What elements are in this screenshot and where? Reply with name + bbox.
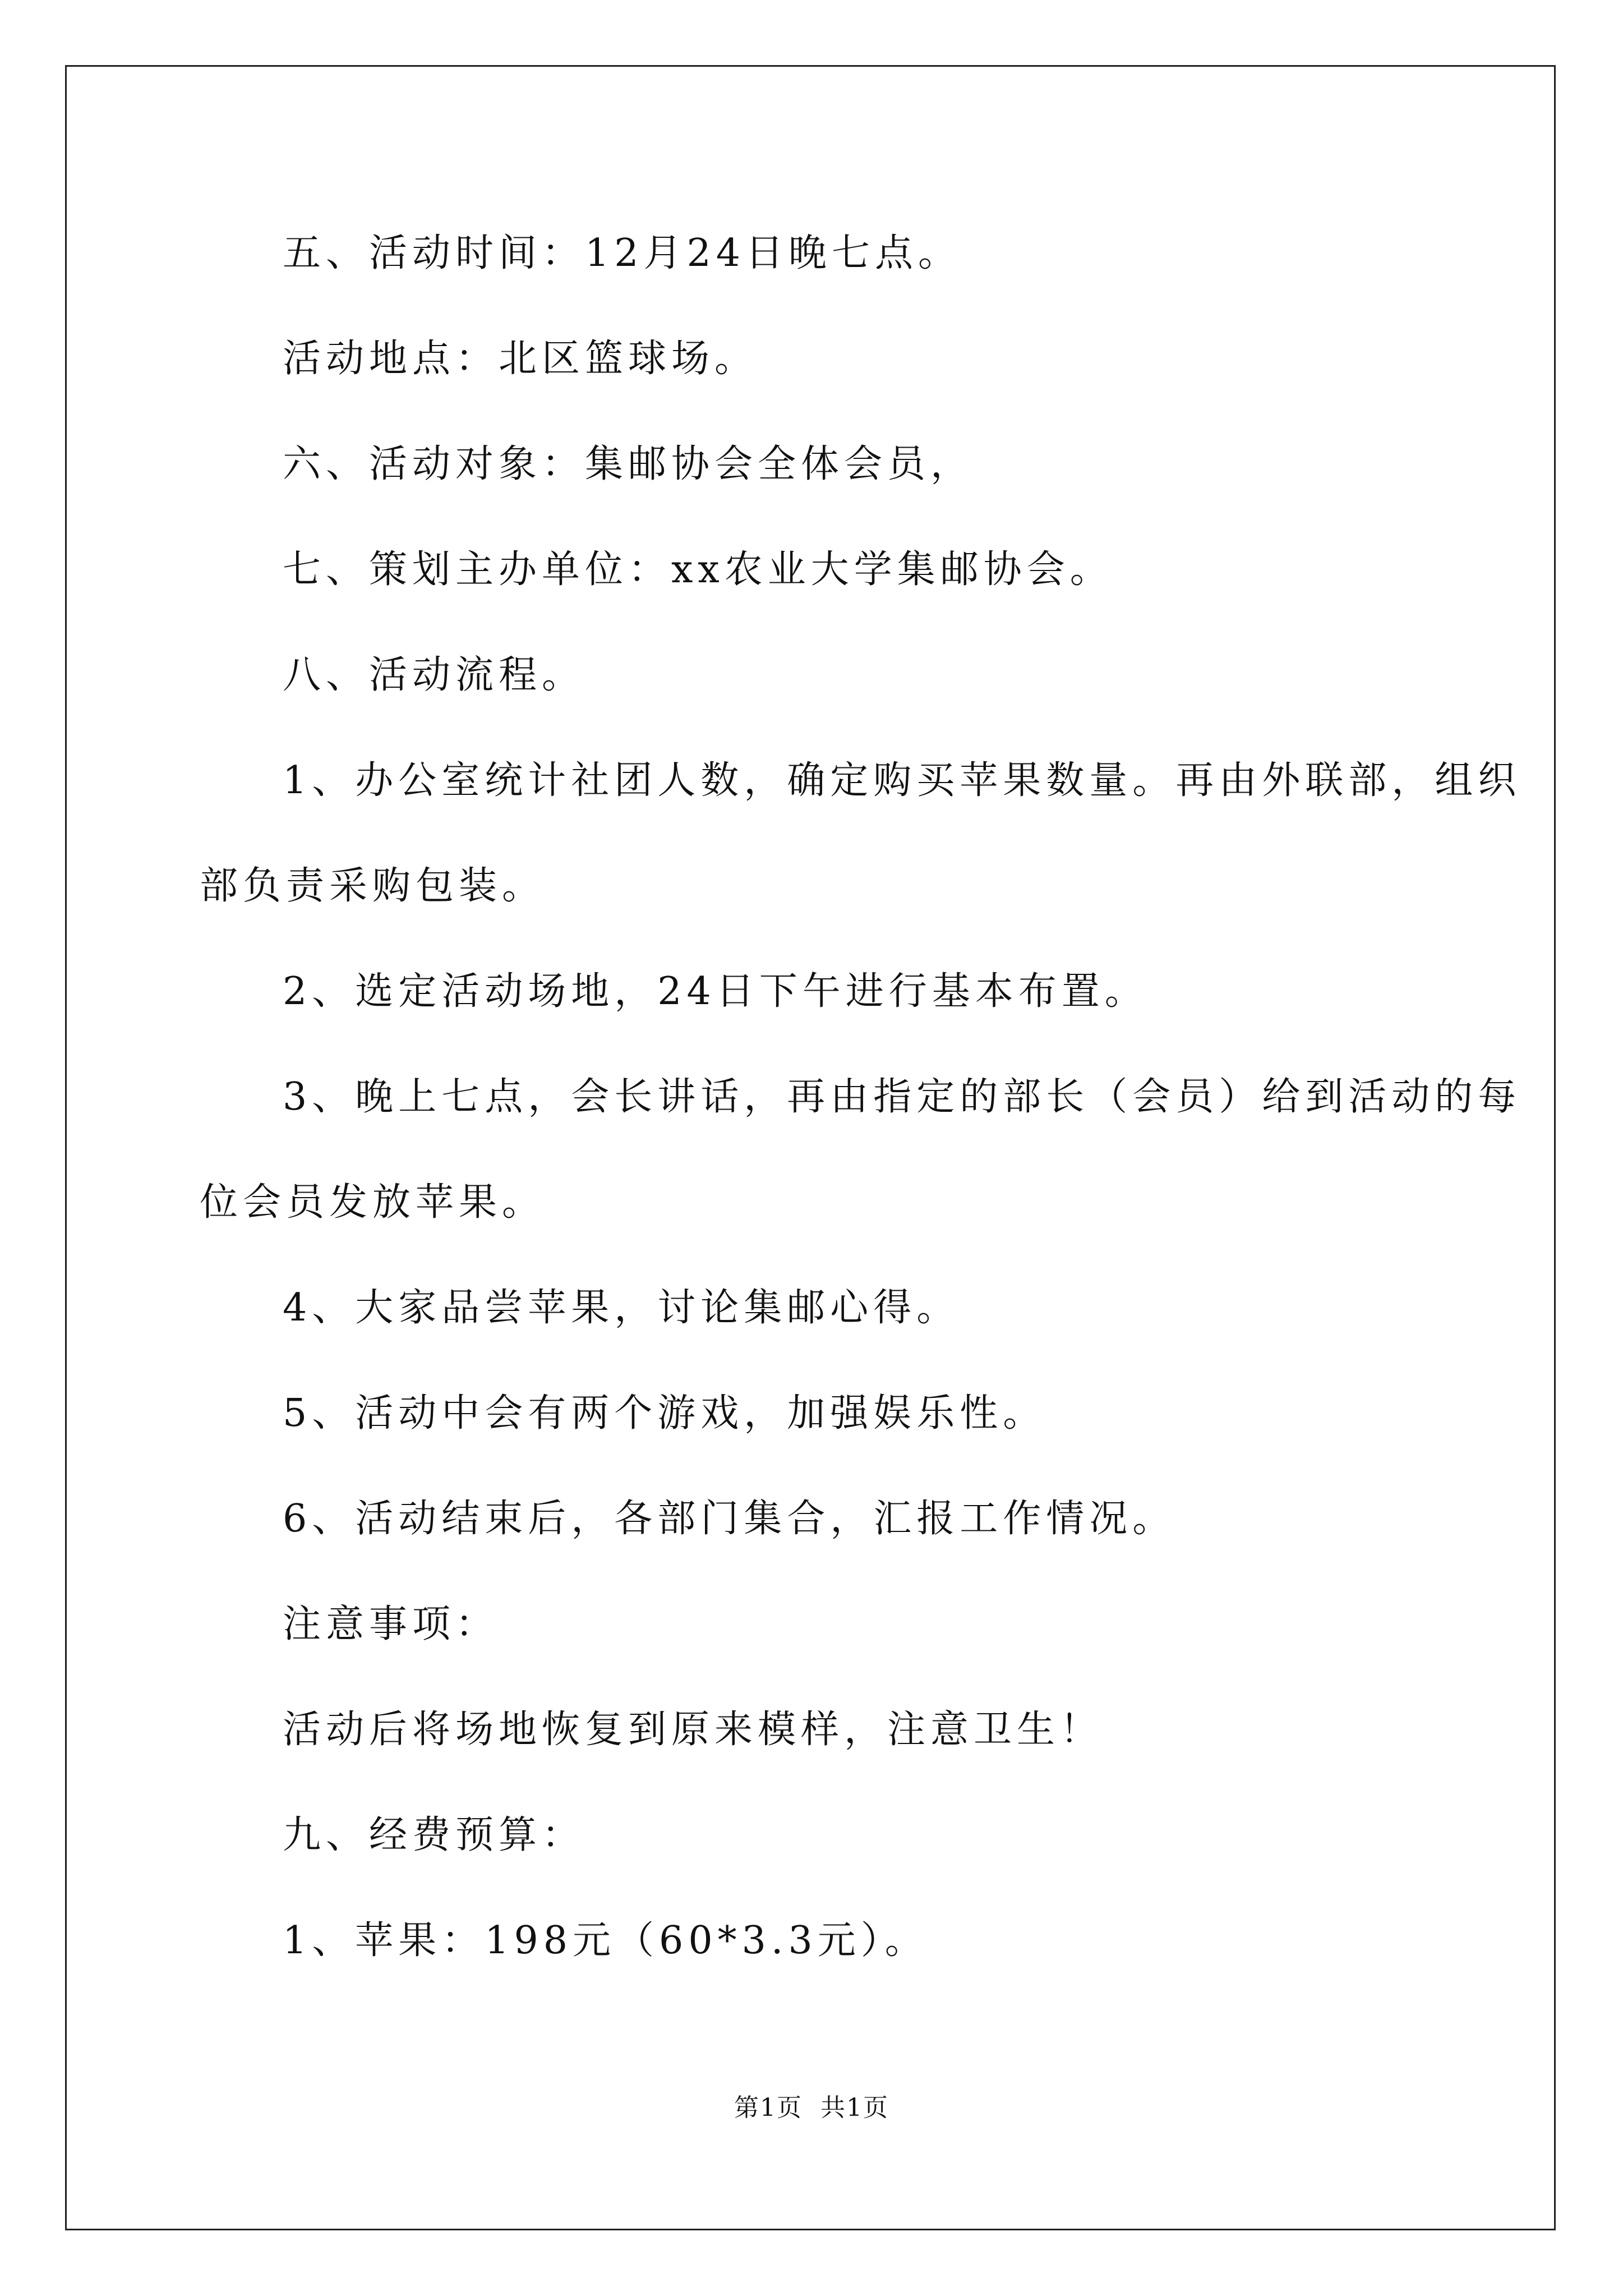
text-line: 注意事项： <box>283 1602 499 1646</box>
text-line: 活动地点：北区篮球场。 <box>283 337 758 381</box>
page-border <box>65 65 1556 2230</box>
text-line: 活动后将场地恢复到原来模样，注意卫生！ <box>283 1708 1104 1752</box>
text-line: 位会员发放苹果。 <box>200 1180 546 1225</box>
text-line: 部负责采购包装。 <box>200 864 546 908</box>
text-line: 七、策划主办单位：xx农业大学集邮协会。 <box>283 547 1113 592</box>
text-line: 八、活动流程。 <box>283 653 585 697</box>
text-line: 六、活动对象：集邮协会全体会员， <box>283 442 974 486</box>
page-footer: 第1页 共1页 <box>734 2093 889 2122</box>
text-line: 4、大家品尝苹果，讨论集邮心得。 <box>283 1286 960 1330</box>
text-line: 1、办公室统计社团人数，确定购买苹果数量。再由外联部，组织 <box>283 758 1521 803</box>
text-line: 5、活动中会有两个游戏，加强娱乐性。 <box>283 1391 1046 1435</box>
text-line: 五、活动时间：12月24日晚七点。 <box>283 231 962 275</box>
text-line: 3、晚上七点，会长讲话，再由指定的部长（会员）给到活动的每 <box>283 1075 1521 1119</box>
text-line: 2、选定活动场地，24日下午进行基本布置。 <box>283 969 1148 1014</box>
text-line: 6、活动结束后，各部门集合，汇报工作情况。 <box>283 1497 1176 1541</box>
text-line: 九、经费预算： <box>283 1813 585 1857</box>
text-line: 1、苹果：198元（60*3.3元）。 <box>283 1918 928 1963</box>
